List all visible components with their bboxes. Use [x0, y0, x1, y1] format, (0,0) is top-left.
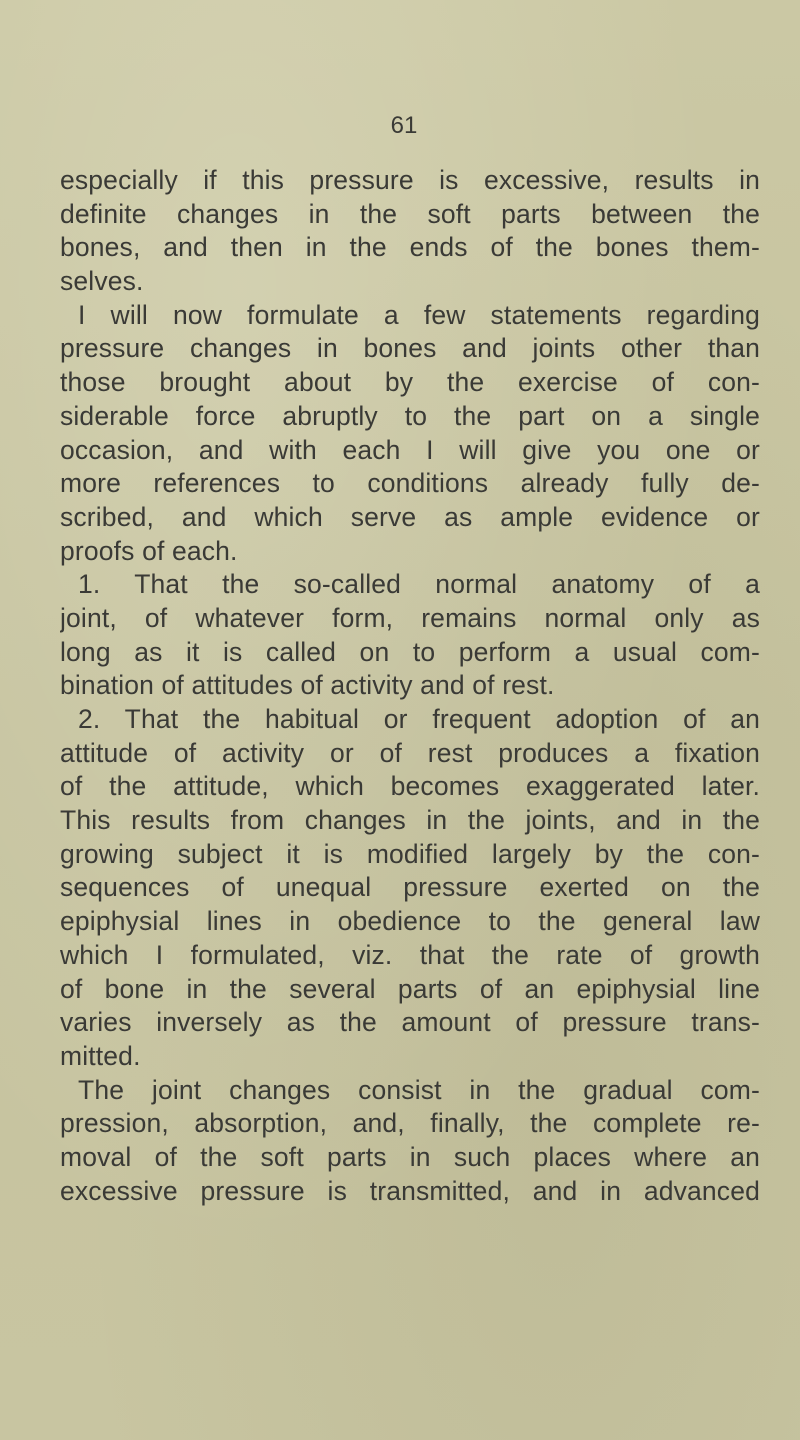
text-line: 2. That the habitual or frequent adoption of an: [78, 704, 760, 734]
text-line: bones, and then in the ends of the bones them-: [60, 232, 760, 263]
text-line: bination of attitudes of activity and of rest.: [60, 670, 555, 701]
text-line: sequences of unequal pressure exerted on the: [60, 872, 760, 903]
text-line: excessive pressure is transmitted, and in advanced: [60, 1175, 760, 1206]
text-line: of the attitude, which becomes exaggerated later.: [60, 771, 760, 802]
text-line: those brought about by the exercise of con-: [60, 367, 760, 398]
text-line: varies inversely as the amount of pressure trans-: [60, 1007, 760, 1038]
text-line: of bone in the several parts of an epiphysial line: [60, 973, 760, 1004]
text-line: proofs of each.: [60, 535, 238, 566]
text-line: which I formulated, viz. that the rate of growth: [60, 939, 760, 970]
text-line: long as it is called on to perform a usual com-: [60, 636, 760, 667]
text-line: occasion, and with each I will give you one or: [60, 434, 760, 465]
text-line: joint, of whatever form, remains normal only as: [60, 602, 760, 633]
text-line: pression, absorption, and, finally, the complete re-: [60, 1108, 760, 1139]
text-line: moval of the soft parts in such places where an: [60, 1141, 760, 1172]
text-line: more references to conditions already fully de-: [60, 468, 760, 499]
text-line: definite changes in the soft parts between the: [60, 198, 760, 229]
text-line: epiphysial lines in obedience to the general law: [60, 906, 760, 937]
text-line: growing subject it is modified largely by the con-: [60, 838, 760, 869]
text-line: selves.: [60, 266, 144, 297]
text-line: 1. That the so-called normal anatomy of a: [78, 569, 760, 600]
text-line: siderable force abruptly to the part on a single: [60, 400, 760, 431]
body-text: [60, 164, 760, 1208]
text-line: scribed, and which serve as ample evidence or: [60, 501, 760, 532]
page-number: 61: [390, 112, 418, 139]
text-line: attitude of activity or of rest produces a fixation: [60, 737, 760, 768]
text-line: mitted.: [60, 1040, 141, 1071]
text-line: I will now formulate a few statements regarding: [78, 299, 760, 330]
text-line: especially if this pressure is excessive, results in: [60, 165, 760, 195]
text-line: The joint changes consist in the gradual com-: [78, 1074, 760, 1105]
text-line: This results from changes in the joints, and in the: [60, 805, 760, 836]
text-line: pressure changes in bones and joints other than: [60, 333, 760, 364]
